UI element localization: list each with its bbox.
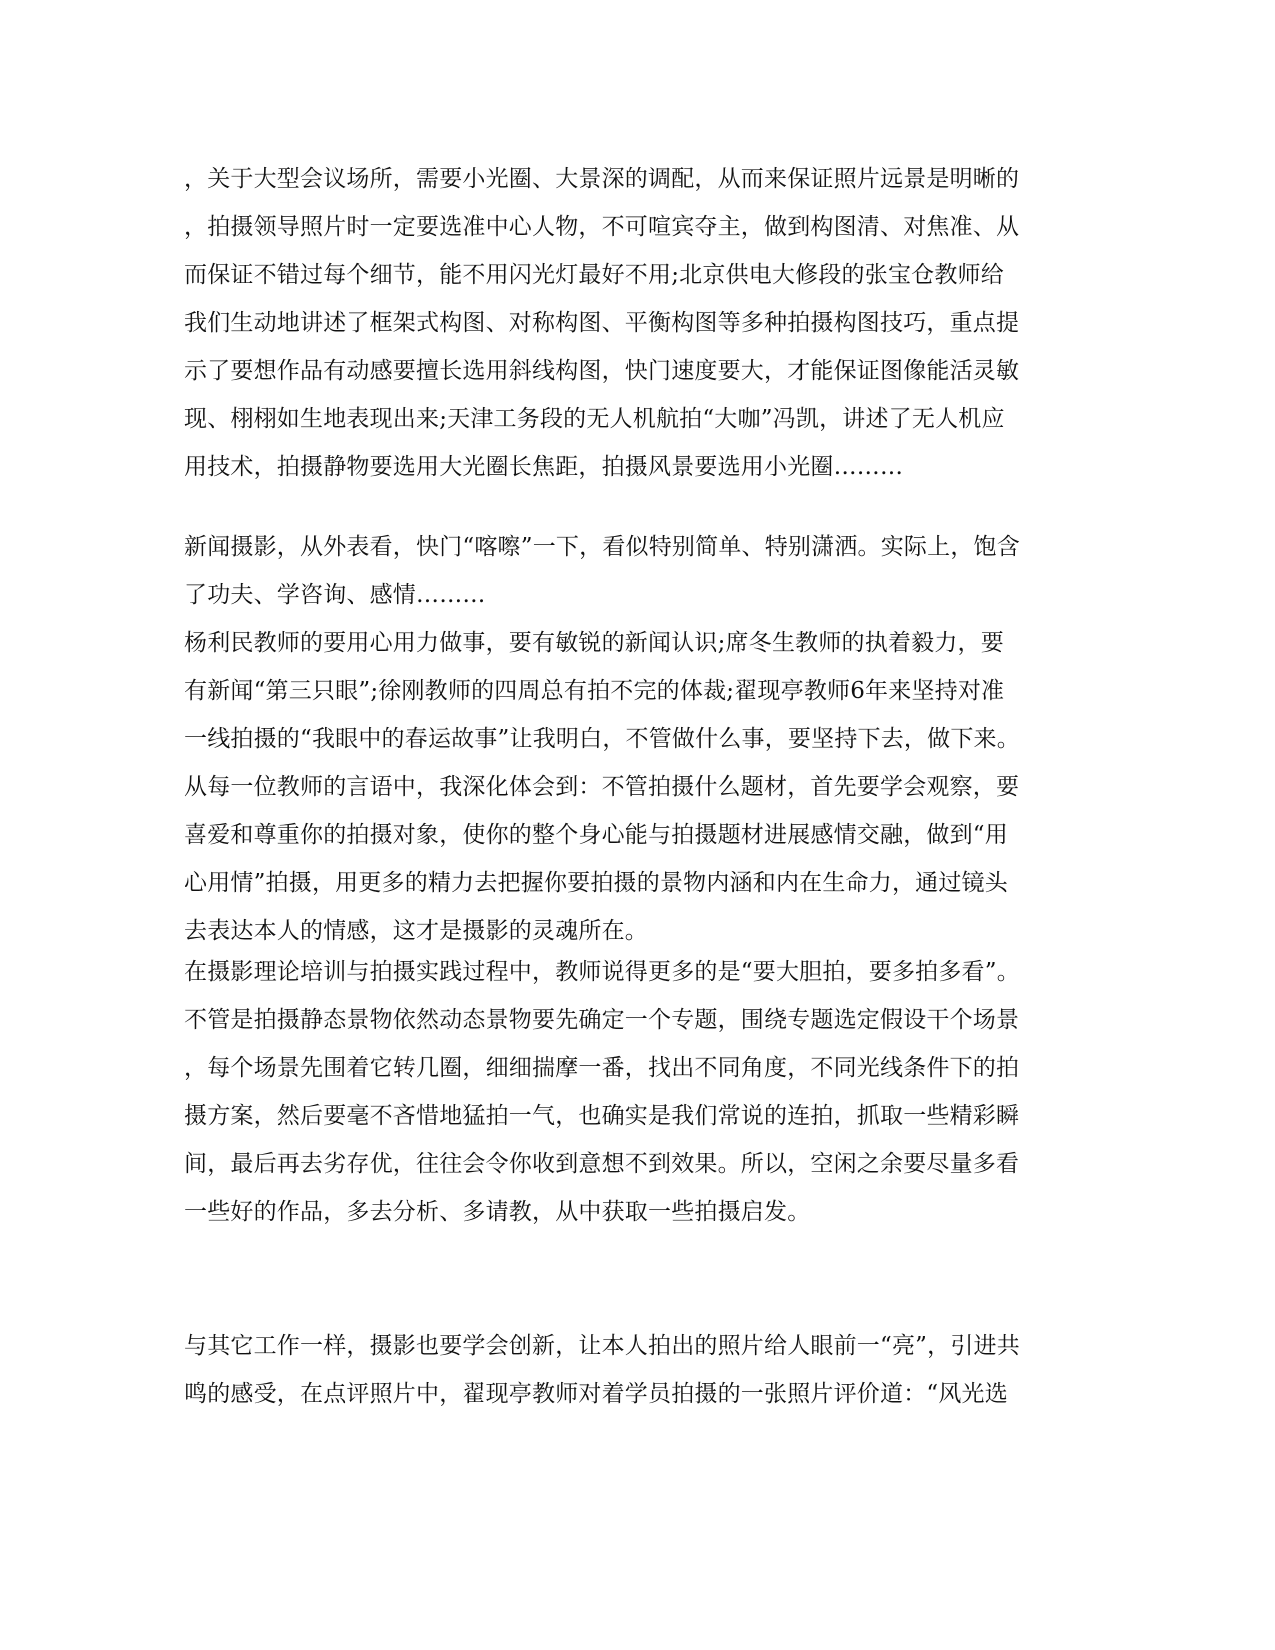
text-line: 摄方案，然后要毫不吝惜地猛拍一气，也确实是我们常说的连拍，抓取一些精彩瞬: [184, 1103, 1020, 1129]
text-line: ，拍摄领导照片时一定要选准中心人物，不可喧宾夺主，做到构图清、对焦准、从: [184, 214, 1020, 240]
text-line: 了功夫、学咨询、感情………: [184, 582, 486, 608]
text-line: 示了要想作品有动感要擅长选用斜线构图，快门速度要大，才能保证图像能活灵敏: [184, 358, 1020, 384]
text-line: 不管是拍摄静态景物依然动态景物要先确定一个专题，围绕专题选定假设干个场景: [184, 1007, 1020, 1033]
paragraph-practice: [184, 948, 1084, 1236]
text-line: ，每个场景先围着它转几圈，细细揣摩一番，找出不同角度，不同光线条件下的拍: [184, 1055, 1020, 1081]
text-line: 去表达本人的情感，这才是摄影的灵魂所在。: [184, 918, 648, 944]
text-line: 新闻摄影，从外表看，快门“喀嚓”一下，看似特别简单、特别潇洒。实际上，饱含: [184, 534, 1020, 560]
text-line: 一些好的作品，多去分析、多请教，从中获取一些拍摄启发。: [184, 1199, 811, 1225]
text-line: 现、栩栩如生地表现出来;天津工务段的无人机航拍“大咖”冯凯，讲述了无人机应: [184, 406, 1005, 432]
paragraph-innovation: [184, 1322, 1084, 1418]
text-line: 有新闻“第三只眼”;徐刚教师的四周总有拍不完的体裁;翟现亭教师6年来坚持对准: [184, 678, 1005, 704]
paragraph-composition-tips: [184, 155, 1084, 491]
text-line: 心用情”拍摄，用更多的精力去把握你要拍摄的景物内涵和内在生命力，通过镜头: [184, 870, 1008, 896]
paragraph-news-photography: [184, 523, 1084, 955]
text-line: 我们生动地讲述了框架式构图、对称构图、平衡构图等多种拍摄构图技巧，重点提: [184, 310, 1020, 336]
text-line: 鸣的感受，在点评照片中，翟现亭教师对着学员拍摄的一张照片评价道：“风光选: [184, 1381, 1008, 1407]
text-line: 在摄影理论培训与拍摄实践过程中，教师说得更多的是“要大胆拍，要多拍多看”。: [184, 959, 1020, 985]
text-line: ，关于大型会议场所，需要小光圈、大景深的调配，从而来保证照片远景是明晰的: [184, 166, 1020, 192]
text-line: 与其它工作一样，摄影也要学会创新，让本人拍出的照片给人眼前一“亮”，引进共: [184, 1333, 1020, 1359]
text-line: 一线拍摄的“我眼中的春运故事”让我明白，不管做什么事，要坚持下去，做下来。: [184, 726, 1020, 752]
text-line: 喜爱和尊重你的拍摄对象，使你的整个身心能与拍摄题材进展感情交融，做到“用: [184, 822, 1008, 848]
text-line: 杨利民教师的要用心用力做事，要有敏锐的新闻认识;席冬生教师的执着毅力，要: [184, 630, 1004, 656]
text-line: 而保证不错过每个细节，能不用闪光灯最好不用;北京供电大修段的张宝仓教师给: [184, 262, 1004, 288]
text-line: 间，最后再去劣存优，往往会令你收到意想不到效果。所以，空闲之余要尽量多看: [184, 1151, 1020, 1177]
text-line: 从每一位教师的言语中，我深化体会到：不管拍摄什么题材，首先要学会观察，要: [184, 774, 1020, 800]
text-line: 用技术，拍摄静物要选用大光圈长焦距，拍摄风景要选用小光圈………: [184, 454, 904, 480]
